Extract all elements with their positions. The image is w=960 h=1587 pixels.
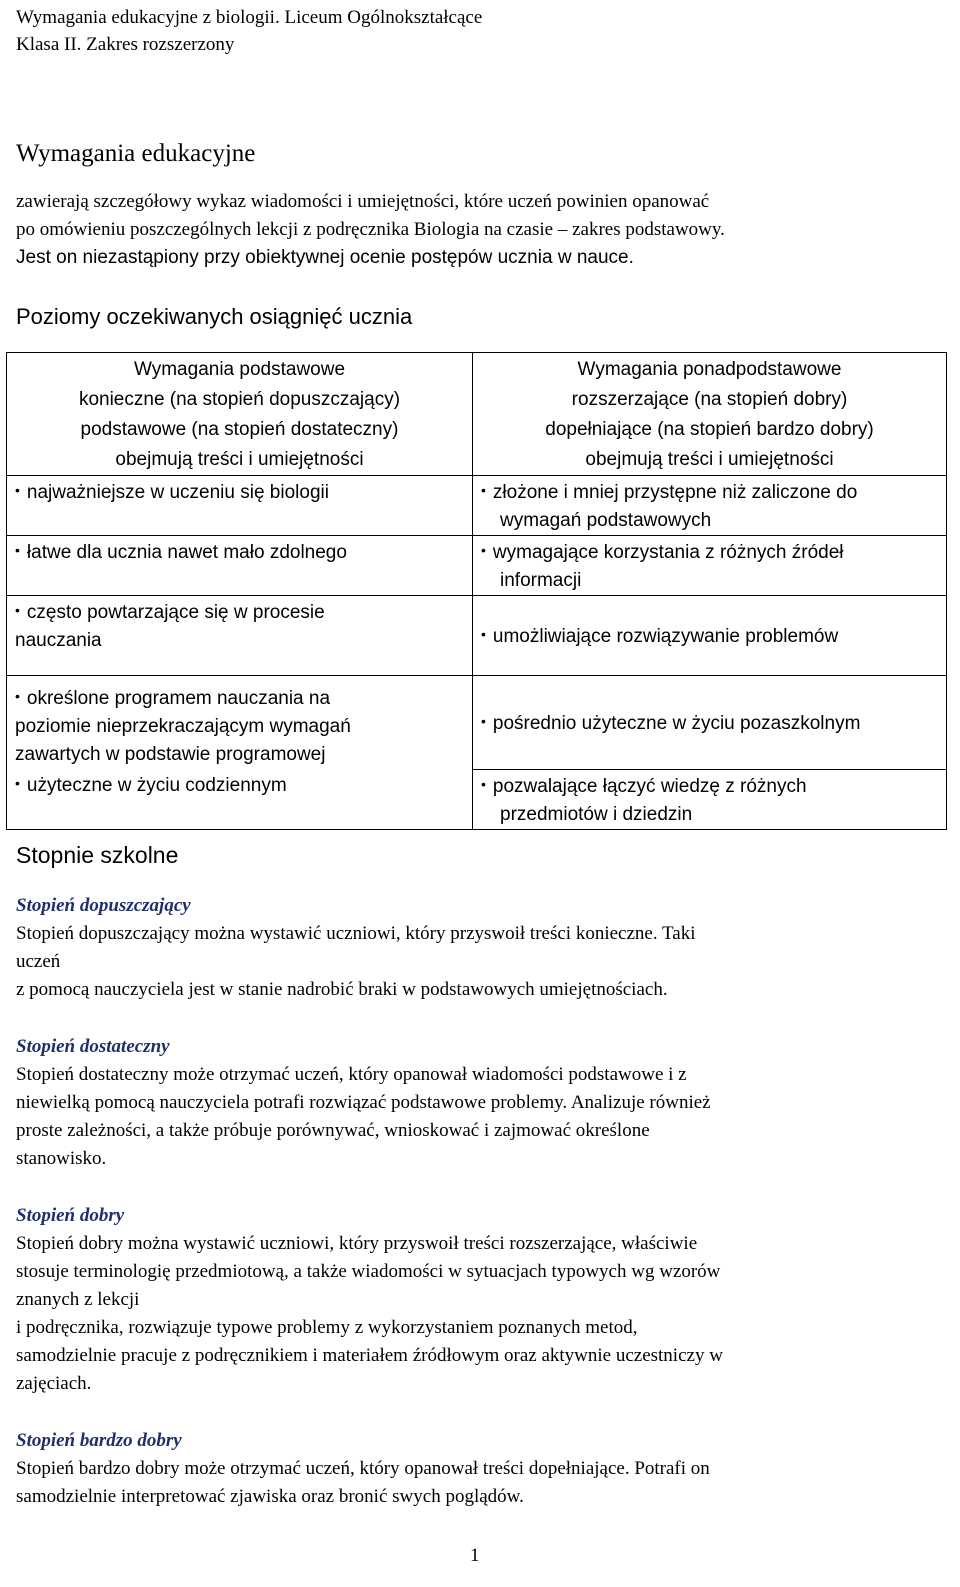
grade-section xyxy=(16,1202,946,1398)
intro-paragraph xyxy=(16,188,946,272)
page-number: 1 xyxy=(470,1545,480,1566)
cell-text: • pośrednio użyteczne w życiu pozaszkolnym xyxy=(481,713,860,734)
grade-line: proste zależności, a także próbuje porównywać, wnioskować i zajmować określone xyxy=(16,1120,650,1141)
table-cell xyxy=(7,596,473,676)
intro-line: po omówieniu poszczególnych lekcji z podręcznika Biologia na czasie – zakres podstawowy. xyxy=(16,219,725,240)
grade-line: Stopień dostateczny może otrzymać uczeń, który opanował wiadomości podstawowe i z xyxy=(16,1064,687,1085)
cell-text: • złożone i mniej przystępne niż zaliczone do xyxy=(481,482,857,503)
header-advanced-title: Wymagania ponadpodstawowe xyxy=(577,359,842,380)
table-row xyxy=(7,536,947,596)
table-cell xyxy=(7,476,473,536)
header-basic-line: obejmują treści i umiejętności xyxy=(115,449,364,470)
main-heading: Wymagania edukacyjne xyxy=(16,140,256,167)
table-cell xyxy=(473,476,947,536)
grade-line: samodzielnie pracuje z podręcznikiem i materiałem źródłowym oraz aktywnie uczestniczy w xyxy=(16,1345,723,1366)
grade-line: znanych z lekcji xyxy=(16,1289,140,1310)
grade-line: stosuje terminologię przedmiotową, a także wiadomości w sytuacjach typowych wg wzorów xyxy=(16,1261,721,1282)
header-basic-line: konieczne (na stopień dopuszczający) xyxy=(78,389,401,410)
grade-line: samodzielnie interpretować zjawiska oraz bronić swych poglądów. xyxy=(16,1486,524,1507)
levels-heading: Poziomy oczekiwanych osiągnięć ucznia xyxy=(16,304,413,329)
document-header xyxy=(16,4,482,58)
table-cell xyxy=(473,769,947,829)
header-advanced-line: obejmują treści i umiejętności xyxy=(585,449,834,470)
grade-line: stanowisko. xyxy=(16,1148,107,1169)
cell-text: • pozwalające łączyć wiedzę z różnych xyxy=(481,776,807,797)
grade-line: Stopień dobry można wystawić uczniowi, który przyswoił treści rozszerzające, właściwie xyxy=(16,1233,698,1254)
header-advanced-line: rozszerzające (na stopień dobry) xyxy=(571,389,848,410)
cell-text: wymagań podstawowych xyxy=(500,510,712,531)
grade-line: Stopień dopuszczający można wystawić uczniowi, który przyswoił treści konieczne. Taki xyxy=(16,923,696,944)
requirements-table xyxy=(6,352,947,830)
table-header-row xyxy=(7,353,947,476)
header-line-2: Klasa II. Zakres rozszerzony xyxy=(16,34,235,55)
cell-text: • umożliwiające rozwiązywanie problemów xyxy=(481,626,838,647)
cell-text: • wymagające korzystania z różnych źródeł xyxy=(481,542,844,563)
cell-text: przedmiotów i dziedzin xyxy=(500,803,693,825)
cell-text: • użyteczne w życiu codziennym xyxy=(15,775,287,796)
table-row xyxy=(7,676,947,770)
header-basic-line: podstawowe (na stopień dostateczny) xyxy=(80,419,399,440)
table-row xyxy=(7,476,947,536)
cell-text: • najważniejsze w uczeniu się biologii xyxy=(15,482,329,503)
table-cell xyxy=(473,596,947,676)
cell-text: • łatwe dla ucznia nawet mało zdolnego xyxy=(15,542,347,563)
cell-text: poziomie nieprzekraczającym wymagań xyxy=(15,716,351,737)
grade-section xyxy=(16,1033,946,1173)
header-advanced-line: dopełniające (na stopień bardzo dobry) xyxy=(545,419,874,440)
grade-line: z pomocą nauczyciela jest w stanie nadrobić braki w podstawowych umiejętnościach. xyxy=(16,979,668,1000)
grade-line: i podręcznika, rozwiązuje typowe problemy z wykorzystaniem poznanych metod, xyxy=(16,1317,638,1338)
grade-title: Stopień bardzo dobry xyxy=(16,1430,182,1451)
cell-text: nauczania xyxy=(15,630,102,651)
header-basic-title: Wymagania podstawowe xyxy=(133,359,346,380)
grade-title: Stopień dobry xyxy=(16,1205,125,1226)
grade-line: Stopień bardzo dobry może otrzymać uczeń, który opanował treści dopełniające. Potrafi on xyxy=(16,1458,710,1479)
header-advanced xyxy=(473,353,947,476)
cell-text: zawartych w podstawie programowej xyxy=(15,744,326,765)
intro-line: Jest on niezastąpiony przy obiektywnej ocenie postępów ucznia w nauce. xyxy=(16,247,634,268)
table-cell xyxy=(7,769,473,829)
grade-section xyxy=(16,892,946,1004)
cell-text: • określone programem nauczania na xyxy=(15,688,330,709)
grade-line: zajęciach. xyxy=(16,1373,92,1394)
cell-text: informacji xyxy=(500,570,582,591)
grade-line: niewielką pomocą nauczyciela potrafi rozwiązać podstawowe problemy. Analizuje również xyxy=(16,1092,711,1113)
header-line-1: Wymagania edukacyjne z biologii. Liceum Ogólnokształcące xyxy=(16,7,483,28)
intro-line: zawierają szczegółowy wykaz wiadomości i umiejętności, które uczeń powinien opanować xyxy=(16,191,710,212)
grade-title: Stopień dopuszczający xyxy=(16,895,191,916)
grade-title: Stopień dostateczny xyxy=(16,1036,170,1057)
grade-line: uczeń xyxy=(16,951,61,972)
grades-heading: Stopnie szkolne xyxy=(16,842,179,868)
cell-text: • często powtarzające się w procesie xyxy=(15,602,325,623)
table-cell xyxy=(7,536,473,596)
table-row xyxy=(7,596,947,676)
grade-section xyxy=(16,1427,946,1511)
table-cell xyxy=(473,676,947,770)
header-basic xyxy=(7,353,473,476)
table-cell xyxy=(7,676,473,770)
table-cell xyxy=(473,536,947,596)
table-row xyxy=(7,769,947,829)
